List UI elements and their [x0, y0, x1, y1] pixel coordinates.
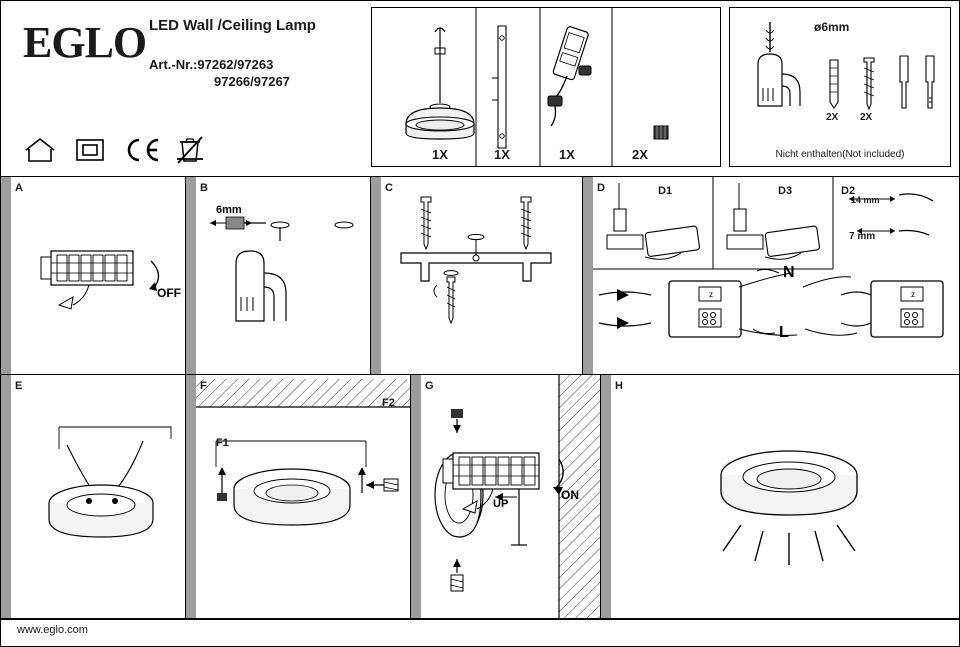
step-F-bar	[186, 375, 196, 619]
step-G	[411, 375, 601, 619]
step-E-label: E	[15, 380, 23, 392]
article-number-line1: Art.-Nr.:97262/97263	[149, 57, 274, 72]
part-qty-bracket: 1X	[494, 147, 510, 162]
step-D-label: D	[597, 182, 605, 194]
step-C	[371, 177, 583, 374]
dowel-qty-label: 2X	[826, 112, 839, 123]
steps-row-1	[1, 177, 959, 375]
part-qty-driver: 1X	[559, 147, 575, 162]
step-F1-label: F1	[216, 437, 229, 449]
step-A-label: A	[15, 182, 23, 194]
part-qty-lamp: 1X	[432, 147, 448, 162]
drill-diameter-label: ø6mm	[814, 20, 850, 34]
step-C-label: C	[385, 182, 393, 194]
step-B-label: B	[200, 182, 208, 194]
screw-qty-label: 2X	[860, 112, 873, 123]
svg-text:UP: UP	[493, 498, 509, 510]
eglo-logo: EGLO	[23, 18, 147, 67]
tools-panel	[729, 7, 951, 167]
header	[1, 1, 959, 177]
strip-length-short: 7 mm	[849, 231, 876, 242]
steps-row-2	[1, 375, 959, 620]
part-qty-plug: 2X	[632, 147, 648, 162]
step-F2-label: F2	[382, 397, 395, 409]
svg-text:z: z	[709, 290, 713, 299]
house-indoor-icon	[23, 132, 57, 166]
compliance-icon-row	[23, 132, 207, 166]
step-D	[583, 177, 959, 374]
footer-divider	[1, 618, 959, 619]
not-included-note: Nicht enthalten(Not included)	[775, 149, 905, 160]
step-C-bar	[371, 177, 381, 374]
strip-length-long: 14 mm	[851, 195, 880, 205]
step-F	[186, 375, 509, 619]
svg-text:6mm: 6mm	[216, 204, 242, 216]
svg-text:z: z	[911, 290, 915, 299]
svg-text:ON: ON	[561, 488, 579, 502]
class-2-square-icon	[73, 132, 107, 166]
brand-block	[9, 7, 369, 177]
step-H-bar	[601, 375, 611, 619]
step-B-bar	[186, 177, 196, 374]
step-B	[186, 177, 371, 374]
step-H-label: H	[615, 380, 623, 392]
parts-panel	[371, 7, 721, 167]
step-H	[601, 375, 959, 619]
svg-text:N: N	[783, 264, 795, 281]
step-G-label: G	[425, 380, 434, 392]
svg-text:OFF: OFF	[157, 286, 181, 300]
footer-url: www.eglo.com	[17, 624, 88, 636]
footer	[1, 618, 959, 646]
article-number-line2: 97266/97267	[214, 74, 290, 89]
step-D3-label: D3	[778, 185, 793, 197]
step-D1-label: D1	[658, 185, 673, 197]
step-G-bar	[411, 375, 421, 619]
svg-text:L: L	[779, 324, 789, 341]
step-E-bar	[1, 375, 11, 619]
weee-bin-icon	[173, 132, 207, 166]
step-E	[1, 375, 186, 619]
product-title: LED Wall /Ceiling Lamp	[149, 17, 316, 34]
step-D-bar	[583, 177, 593, 374]
ce-mark-icon	[123, 132, 157, 166]
step-A-bar	[1, 177, 11, 374]
step-A	[1, 177, 186, 374]
step-D2-label: D2	[841, 185, 856, 197]
